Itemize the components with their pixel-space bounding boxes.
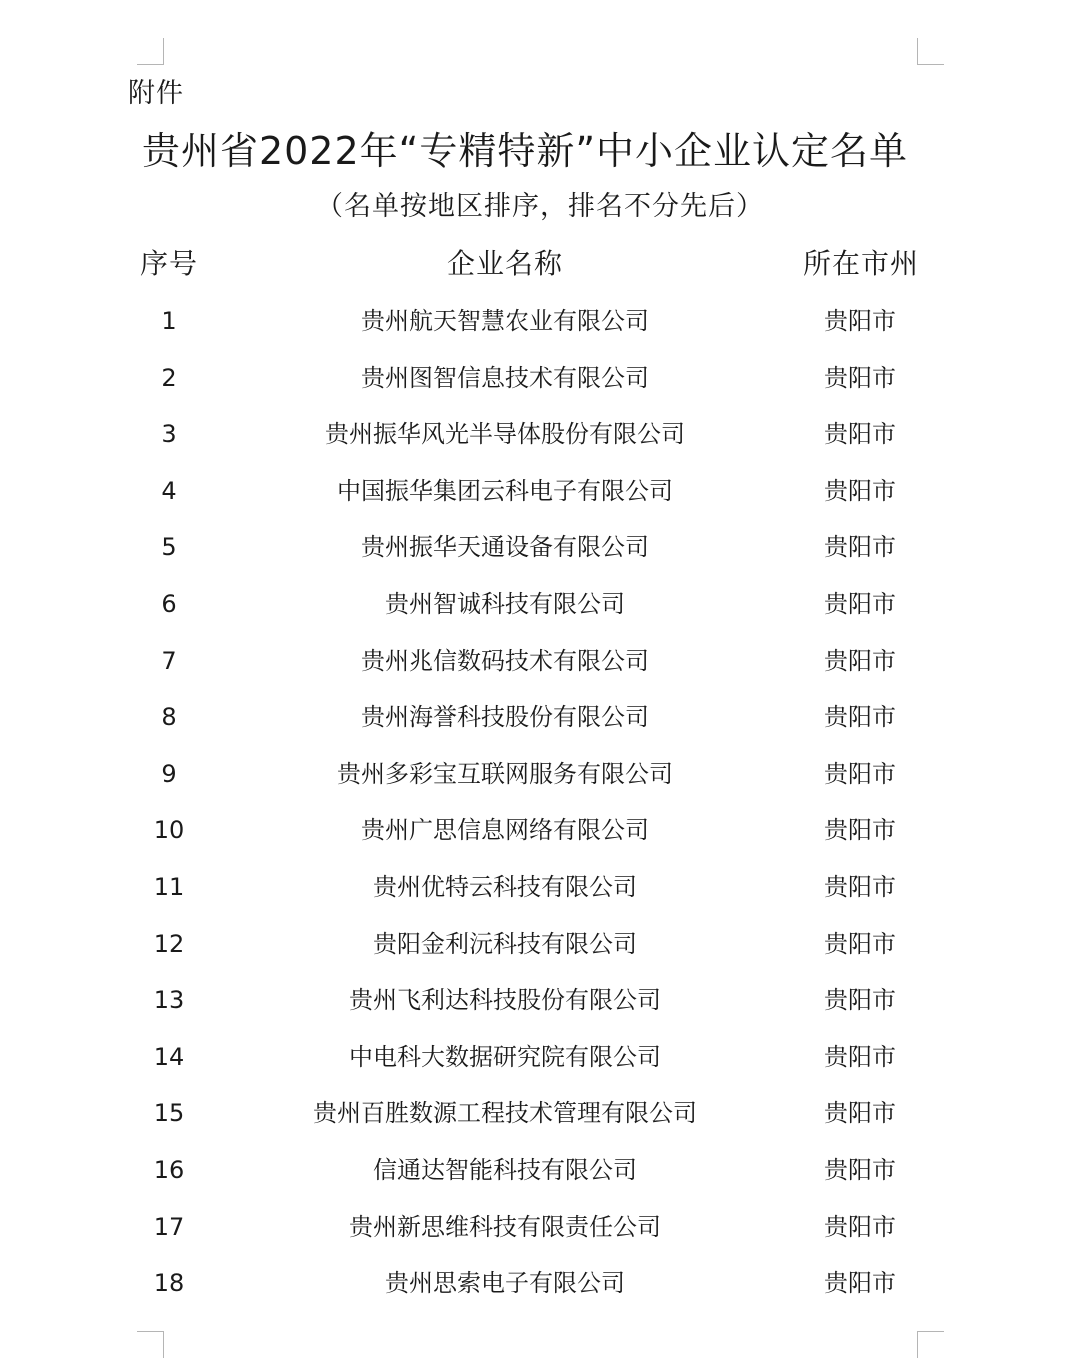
table-row — [0, 1263, 1080, 1303]
table-row — [0, 527, 1080, 567]
row-number: 5 — [161, 533, 177, 562]
row-city: 贵阳市 — [824, 703, 896, 732]
table-row — [0, 414, 1080, 454]
row-number: 6 — [161, 590, 177, 618]
header-city: 所在市州 — [802, 247, 919, 280]
row-number: 15 — [153, 1099, 185, 1128]
row-company-name: 信通达智能科技有限公司 — [373, 1156, 637, 1184]
row-city: 贵阳市 — [824, 873, 896, 901]
row-company-name: 贵州思索电子有限公司 — [385, 1269, 625, 1298]
attachment-label: 附件 — [128, 78, 184, 109]
header-number: 序号 — [139, 247, 198, 280]
row-number: 18 — [153, 1269, 185, 1298]
table-row — [0, 358, 1080, 398]
row-company-name: 中国振华集团云科电子有限公司 — [337, 476, 673, 505]
row-company-name: 贵州智诚科技有限公司 — [385, 590, 625, 618]
table-row — [0, 924, 1080, 964]
row-city: 贵阳市 — [824, 1042, 896, 1071]
row-city: 贵阳市 — [824, 363, 896, 392]
row-city: 贵阳市 — [824, 533, 896, 562]
row-number: 4 — [161, 476, 177, 505]
row-city: 贵阳市 — [824, 476, 896, 505]
row-number: 11 — [153, 873, 185, 901]
row-city: 贵阳市 — [824, 1099, 896, 1128]
table-row — [0, 1207, 1080, 1247]
row-city: 贵阳市 — [824, 816, 896, 845]
row-city: 贵阳市 — [824, 420, 896, 449]
document-subtitle: （名单按地区排序，排名不分先后） — [316, 191, 764, 222]
row-company-name: 中电科大数据研究院有限公司 — [349, 1042, 661, 1071]
row-company-name: 贵州飞利达科技股份有限公司 — [349, 986, 661, 1015]
row-company-name: 贵阳金利沅科技有限公司 — [373, 929, 637, 958]
row-company-name: 贵州振华天通设备有限公司 — [361, 533, 649, 562]
row-city: 贵阳市 — [824, 1269, 896, 1298]
table-row — [0, 980, 1080, 1020]
table-row — [0, 867, 1080, 907]
row-city: 贵阳市 — [824, 759, 896, 788]
row-company-name: 贵州优特云科技有限公司 — [373, 873, 637, 901]
row-city: 贵阳市 — [824, 1212, 896, 1241]
row-company-name: 贵州振华风光半导体股份有限公司 — [325, 420, 685, 449]
row-city: 贵阳市 — [824, 929, 896, 958]
row-number: 17 — [153, 1212, 185, 1241]
row-company-name: 贵州多彩宝互联网服务有限公司 — [337, 759, 673, 788]
row-number: 14 — [153, 1042, 185, 1071]
row-company-name: 贵州新思维科技有限责任公司 — [349, 1212, 661, 1241]
row-city: 贵阳市 — [824, 307, 896, 335]
row-city: 贵阳市 — [824, 986, 896, 1015]
table-row — [0, 1150, 1080, 1190]
row-number: 1 — [161, 307, 177, 335]
table-row — [0, 471, 1080, 511]
table-row — [0, 754, 1080, 794]
row-company-name: 贵州图智信息技术有限公司 — [361, 363, 649, 392]
row-number: 7 — [161, 646, 177, 675]
row-number: 8 — [161, 703, 177, 732]
row-number: 2 — [161, 363, 177, 392]
header-company: 企业名称 — [446, 247, 563, 280]
table-row — [0, 1093, 1080, 1133]
table-row — [0, 1037, 1080, 1077]
row-company-name: 贵州兆信数码技术有限公司 — [361, 646, 649, 675]
table-row — [0, 584, 1080, 624]
document-title: 贵州省2022年“专精特新”中小企业认定名单 — [141, 129, 909, 173]
row-company-name: 贵州广思信息网络有限公司 — [361, 816, 649, 845]
row-city: 贵阳市 — [824, 1156, 896, 1184]
table-row — [0, 301, 1080, 341]
table-row — [0, 641, 1080, 681]
table-row — [0, 810, 1080, 850]
table-row — [0, 697, 1080, 737]
row-city: 贵阳市 — [824, 646, 896, 675]
row-city: 贵阳市 — [824, 590, 896, 618]
row-company-name: 贵州航天智慧农业有限公司 — [361, 307, 649, 335]
row-number: 12 — [153, 929, 185, 958]
row-number: 13 — [153, 986, 185, 1015]
row-number: 10 — [153, 816, 185, 845]
row-company-name: 贵州百胜数源工程技术管理有限公司 — [313, 1099, 697, 1128]
row-number: 9 — [161, 759, 177, 788]
row-company-name: 贵州海誉科技股份有限公司 — [361, 703, 649, 732]
row-number: 16 — [153, 1156, 185, 1184]
row-number: 3 — [161, 420, 177, 449]
